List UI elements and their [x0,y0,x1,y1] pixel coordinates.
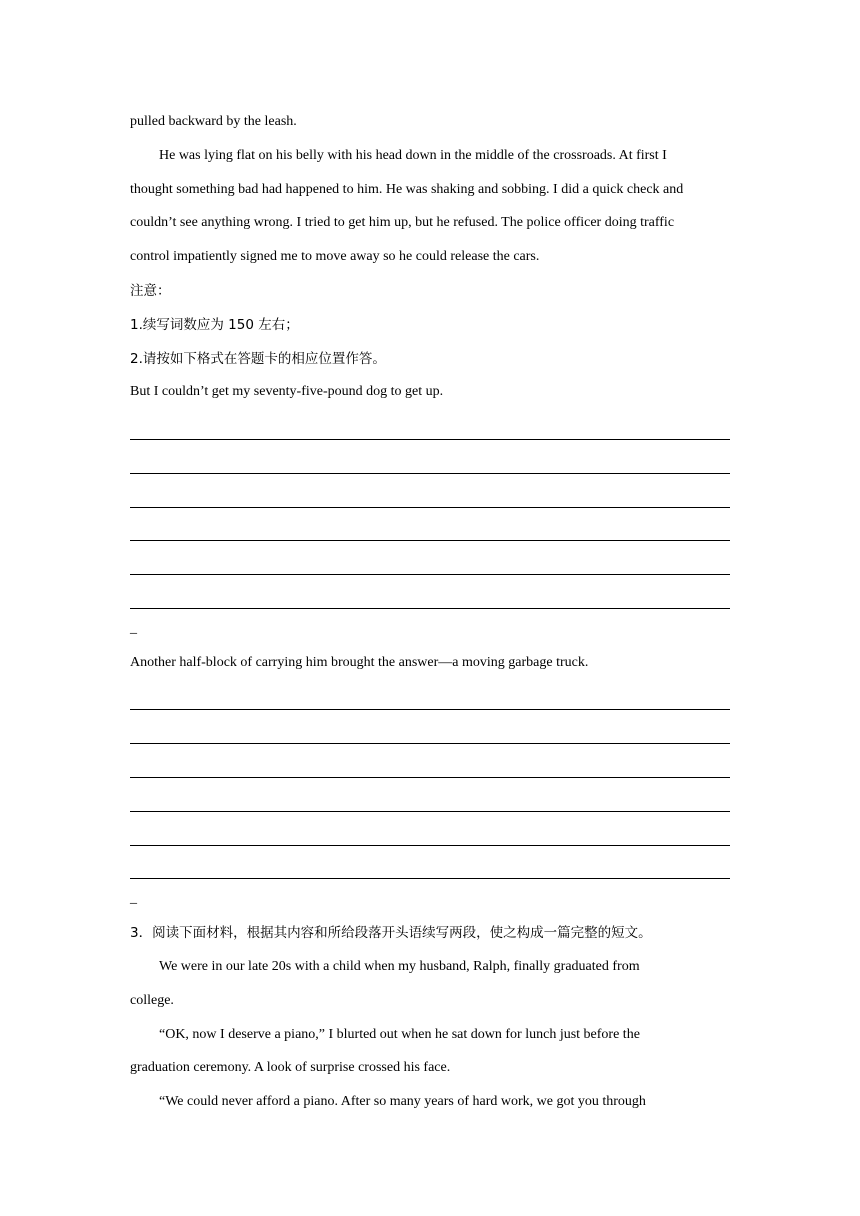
notes-item: 1.续写词数应为 150 左右； [130,316,299,333]
notes-item: 2.请按如下格式在答题卡的相应位置作答。 [130,350,386,367]
answer-line[interactable] [130,413,730,447]
passage-line: “We could never afford a piano. After so many years of hard work, we got you through [159,1094,646,1110]
answer-line[interactable] [130,481,730,515]
answer-line[interactable] [130,751,730,785]
answer-line[interactable] [130,515,730,549]
passage-line: pulled backward by the leash. [130,114,297,129]
answer-line[interactable] [130,548,730,582]
answer-line[interactable] [130,717,730,751]
passage-line: graduation ceremony. A look of surprise crossed his face. [130,1060,451,1076]
passage-line: thought something bad had happened to him. He was shaking and sobbing. I did a quick check and [130,181,684,197]
passage-line: We were in our late 20s with a child when my husband, Ralph, finally graduated from [159,958,640,974]
answer-line[interactable] [130,853,730,887]
passage-line: college. [130,992,174,1008]
paragraph-opener: Another half-block of carrying him brought the answer—a moving garbage truck. [130,654,589,670]
passage-line: couldn’t see anything wrong. I tried to get him up, but he refused. The police officer doing traffic [130,215,675,231]
answer-line[interactable] [130,684,730,718]
notes-heading: 注意： [130,282,171,299]
passage-line: “OK, now I deserve a piano,” I blurted out when he sat down for lunch just before the [159,1026,640,1042]
answer-line[interactable] [130,819,730,853]
answer-line[interactable] [130,582,730,616]
answer-line[interactable] [130,447,730,481]
question-instruction: 3．阅读下面材料，根据其内容和所给段落开头语续写两段，使之构成一篇完整的短文。 [130,925,652,942]
answer-line-end: _ [130,620,137,636]
paragraph-opener: But I couldn’t get my seventy-five-pound dog to get up. [130,384,444,400]
passage-line: He was lying flat on his belly with his head down in the middle of the crossroads. At first I [159,147,667,163]
document-page [130,109,730,1123]
answer-line[interactable] [130,785,730,819]
answer-line-end: _ [130,891,137,907]
passage-line: control impatiently signed me to move away so he could release the cars. [130,249,540,265]
